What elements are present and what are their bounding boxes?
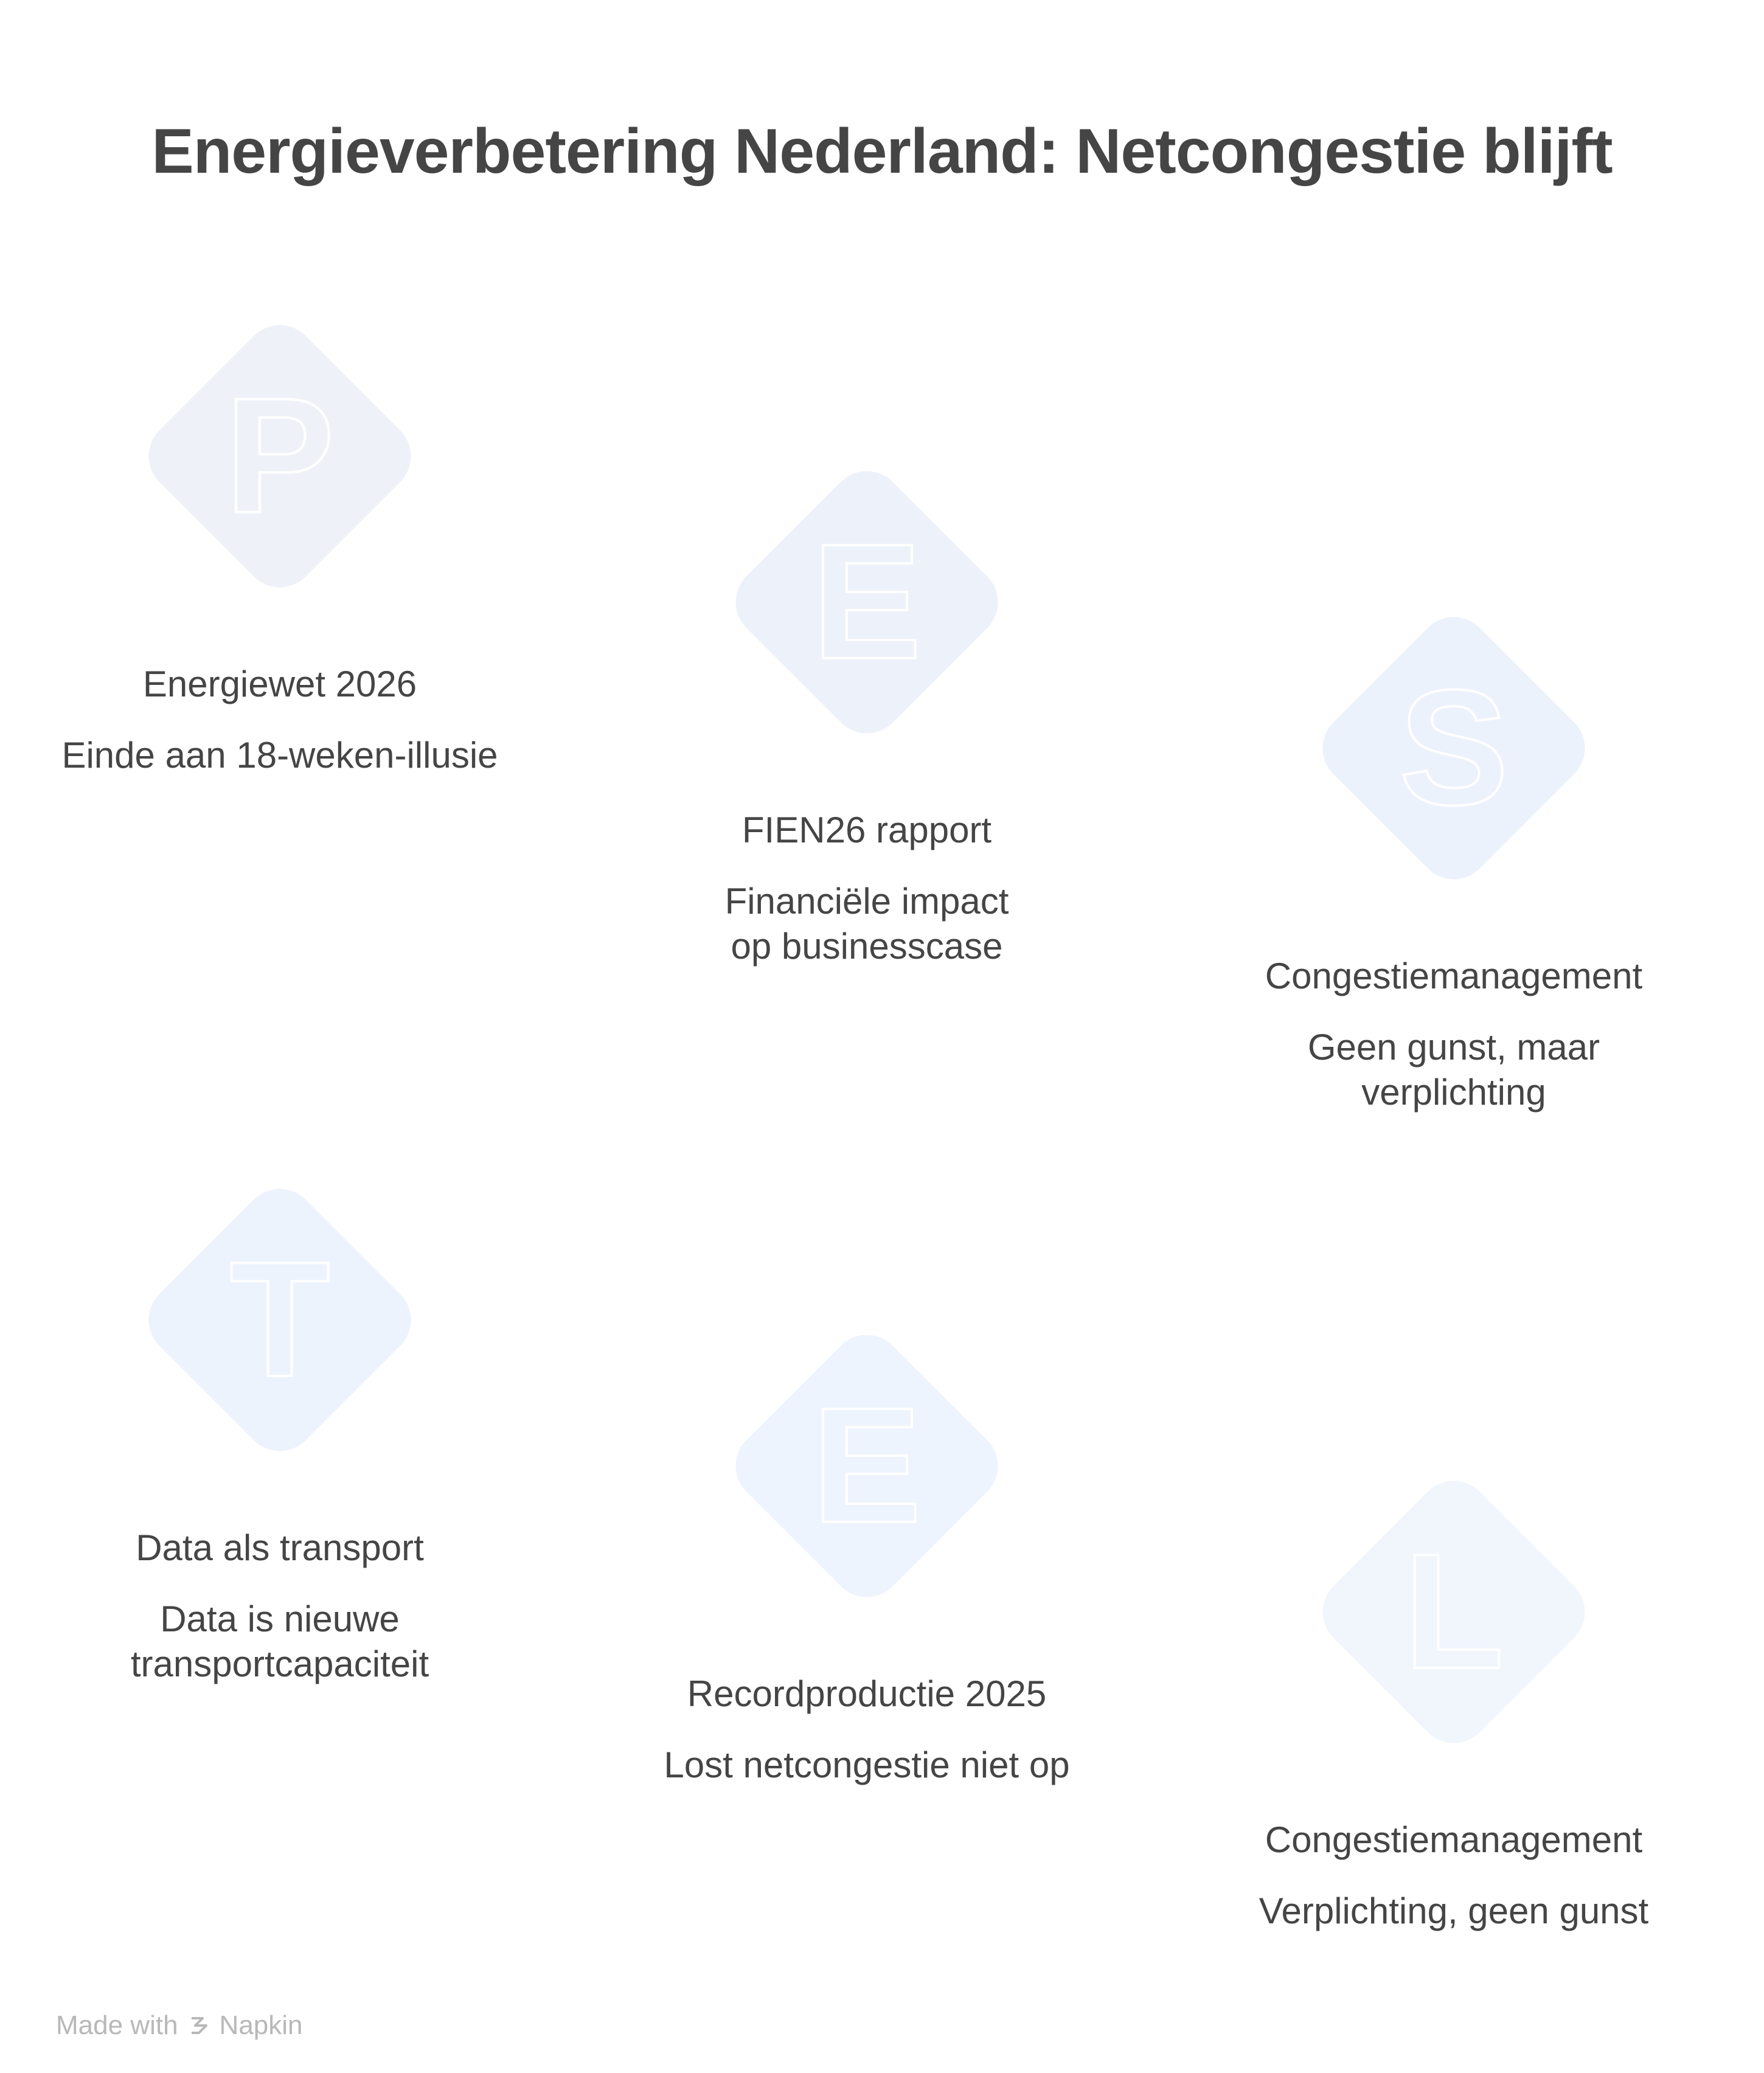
item-label: Congestiemanagement — [1265, 956, 1643, 996]
item-description: Lost netcongestie niet op — [664, 1745, 1070, 1785]
item-label: Recordproductie 2025 — [687, 1673, 1047, 1714]
napkin-logo-icon — [187, 2013, 211, 2038]
letter-l-icon: L — [1403, 1520, 1504, 1703]
item-label: Congestiemanagement — [1265, 1819, 1643, 1860]
letter-p-icon: P — [224, 364, 335, 547]
item-description: Einde aan 18-weken-illusie — [61, 735, 498, 776]
item-label: Energiewet 2026 — [142, 664, 417, 704]
napkin-brand-text: Napkin — [219, 2010, 303, 2040]
page-title: Energieverbetering Nederland: Netcongestie blijft — [151, 116, 1613, 187]
letter-t-icon: T — [229, 1228, 330, 1411]
item-label: FIEN26 rapport — [741, 810, 992, 850]
footer-attribution — [56, 2010, 303, 2041]
item-description: Financiële impact op businesscase — [724, 881, 1009, 967]
letter-s-icon: S — [1398, 656, 1509, 839]
item-label: Data als transport — [136, 1527, 424, 1568]
item-description: Data is nieuwe transportcapaciteit — [130, 1599, 429, 1684]
item-description: Geen gunst, maar verplichting — [1307, 1027, 1600, 1113]
made-with-text: Made with — [56, 2010, 178, 2040]
letter-e-icon: E — [811, 1374, 922, 1557]
item-description: Verplichting, geen gunst — [1259, 1891, 1649, 1931]
letter-e-icon: E — [811, 510, 922, 693]
